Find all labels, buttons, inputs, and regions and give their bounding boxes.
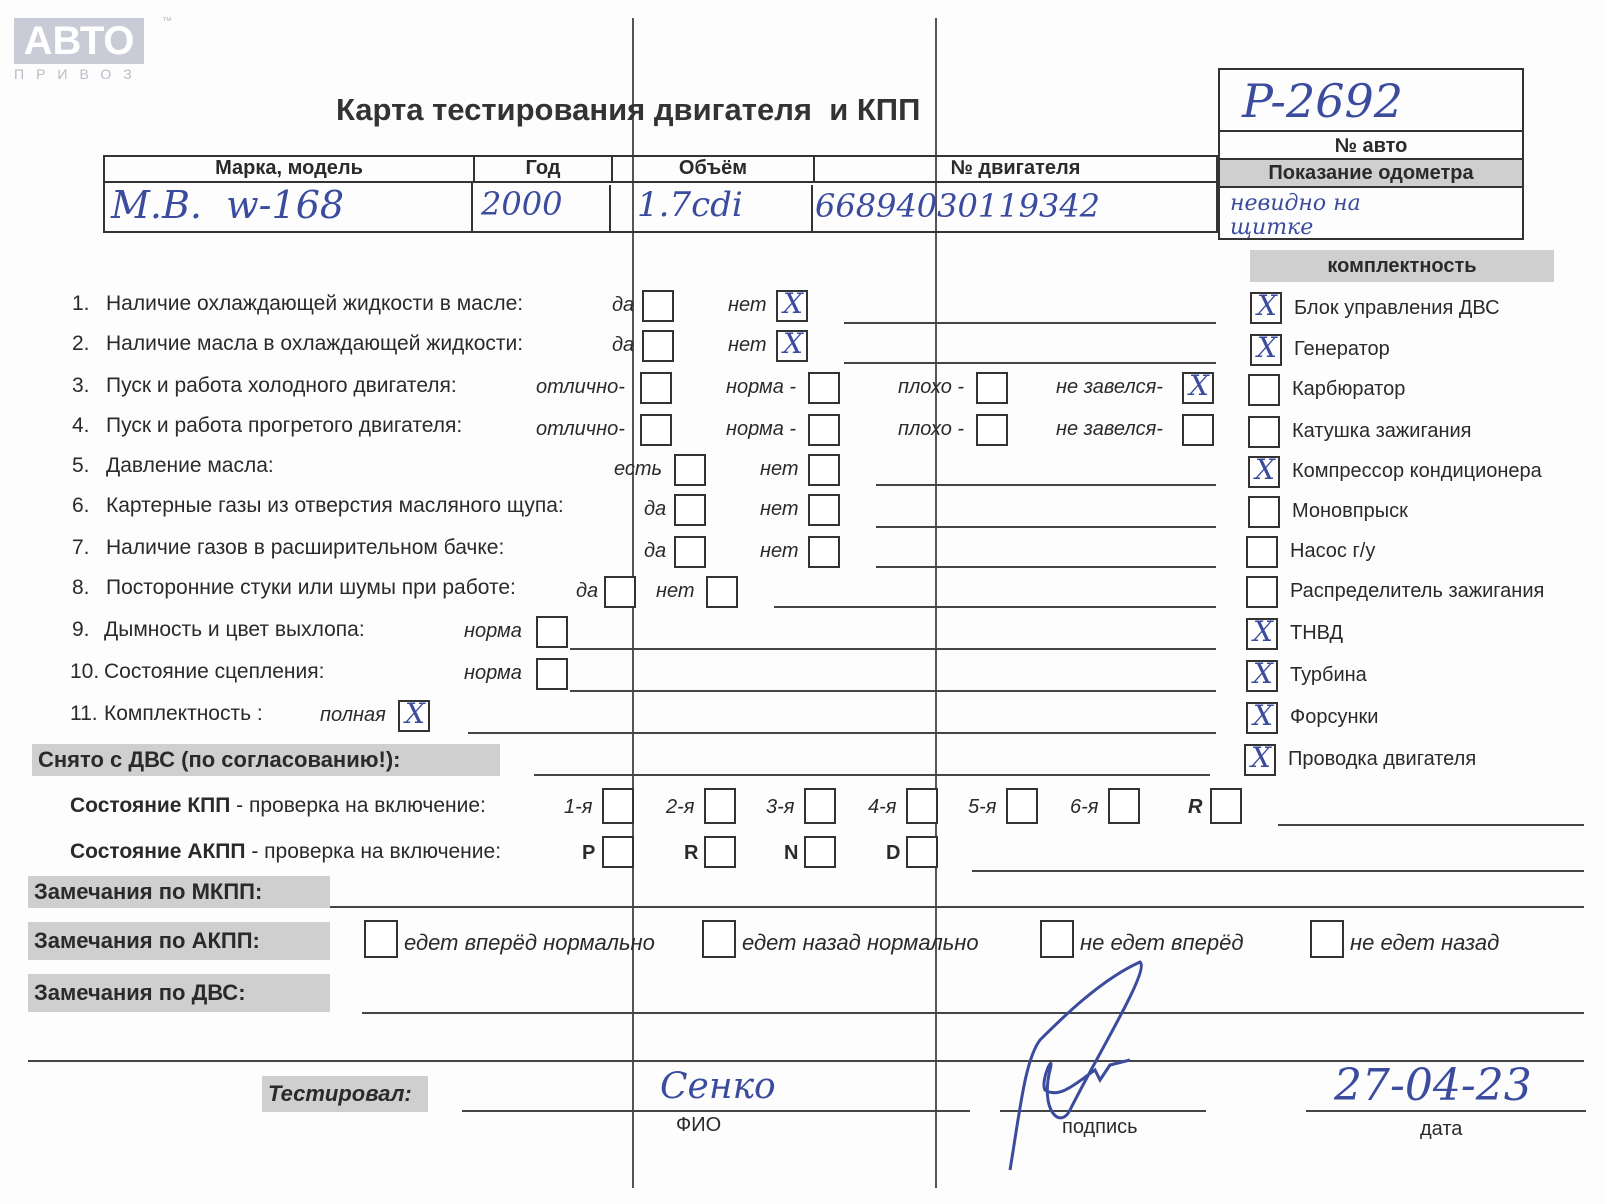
logo <box>14 16 172 82</box>
check-7-no-box[interactable] <box>808 536 840 568</box>
kpp-gear-6-box[interactable] <box>1108 788 1140 824</box>
check-2-num: 2. <box>72 332 90 355</box>
check-3-bad-box[interactable] <box>976 372 1008 404</box>
check-7-opt-yes: да <box>644 540 667 562</box>
check-3-opt-bad: плохо - <box>898 376 965 398</box>
date-label: дата <box>1420 1118 1463 1140</box>
fio-label: ФИО <box>676 1114 722 1136</box>
check-8-opt-yes: да <box>576 580 599 602</box>
kit-box-carburetor[interactable] <box>1248 374 1280 406</box>
check-8-num: 8. <box>72 576 90 599</box>
sign-label: подпись <box>1062 1116 1138 1138</box>
auto-number-box <box>1218 68 1524 160</box>
check-1-yes-box[interactable] <box>642 290 674 322</box>
kit-label-distributor: Распределитель зажигания <box>1290 580 1545 602</box>
notes-dvs-line <box>362 1012 1584 1014</box>
check-mark: X <box>1189 369 1209 402</box>
akpp-gear-p-box[interactable] <box>602 836 634 868</box>
check-9-num: 9. <box>72 618 90 641</box>
check-10-text: Состояние сцепления: <box>104 660 325 683</box>
notes-dvs-label: Замечания по ДВС: <box>28 974 330 1012</box>
kit-box-distributor[interactable] <box>1246 576 1278 608</box>
auto-number-label: № авто <box>1220 130 1522 160</box>
akpp-gear-p: P <box>582 842 596 864</box>
kpp-gear-2: 2-я <box>666 796 695 818</box>
kit-label-tnvd: ТНВД <box>1290 622 1344 644</box>
check-mark: X <box>405 697 425 730</box>
akpp-gear-n-box[interactable] <box>804 836 836 868</box>
akpp-no-forward-box[interactable] <box>1040 920 1074 958</box>
kit-label-ac-compressor: Компрессор кондиционера <box>1292 460 1542 482</box>
akpp-gear-r-box[interactable] <box>704 836 736 868</box>
kpp-gear-3-box[interactable] <box>804 788 836 824</box>
model-value: M.B. w-168 <box>111 183 473 231</box>
check-7-yes-box[interactable] <box>674 536 706 568</box>
check-6-no-box[interactable] <box>808 494 840 526</box>
akpp-forward-ok-label: едет вперёд нормально <box>404 930 655 955</box>
check-10-num: 10. <box>70 660 100 683</box>
kit-box-ps-pump[interactable] <box>1246 536 1278 568</box>
kpp-gear-4: 4-я <box>868 796 897 818</box>
check-mark: X <box>1255 453 1275 486</box>
check-1-opt-no: нет <box>728 294 767 316</box>
kit-label-generator: Генератор <box>1294 338 1390 360</box>
kit-box-ecu[interactable] <box>1250 289 1282 324</box>
kpp-gear-1-box[interactable] <box>602 788 634 824</box>
kit-label-ecu: Блок управления ДВС <box>1294 297 1500 319</box>
kit-box-coil[interactable] <box>1248 416 1280 448</box>
check-6-opt-yes: да <box>644 498 667 520</box>
akpp-forward-ok-box[interactable] <box>364 920 398 958</box>
logo-sub: ПРИВОЗ <box>14 66 144 82</box>
volume-value: 1.7cdi <box>613 185 813 231</box>
removed-line <box>534 774 1210 776</box>
vehicle-table <box>103 155 1218 233</box>
kit-label-coil: Катушка зажигания <box>1292 420 1472 442</box>
col-volume-header: Объём <box>613 157 815 183</box>
kpp-gear-6: 6-я <box>1070 796 1099 818</box>
check-10-opt-normal: норма <box>464 662 522 684</box>
kit-label-wiring: Проводка двигателя <box>1288 748 1477 770</box>
check-5-opt-no: нет <box>760 458 799 480</box>
check-3-excellent-box[interactable] <box>640 372 672 404</box>
kit-box-ac-compressor[interactable] <box>1248 453 1280 488</box>
akpp-gear-d-box[interactable] <box>906 836 938 868</box>
check-3-opt-excellent: отлично- <box>536 376 625 398</box>
check-4-opt-bad: плохо - <box>898 418 965 440</box>
kit-box-injectors[interactable] <box>1246 699 1278 734</box>
check-4-bad-box[interactable] <box>976 414 1008 446</box>
akpp-gear-n: N <box>784 842 799 864</box>
check-7-line <box>876 566 1216 568</box>
check-4-opt-nostart: не завелся- <box>1056 418 1163 440</box>
kpp-gear-4-box[interactable] <box>906 788 938 824</box>
akpp-gear-r: R <box>684 842 699 864</box>
check-5-no-box[interactable] <box>808 454 840 486</box>
page-title: Карта тестирования двигателя и КПП <box>336 92 921 127</box>
check-mark: X <box>1253 699 1273 732</box>
akpp-no-forward-label: не едет вперёд <box>1080 930 1244 955</box>
col-model-header: Марка, модель <box>105 157 475 183</box>
akpp-gear-d: D <box>886 842 901 864</box>
akpp-no-reverse-box[interactable] <box>1310 920 1344 958</box>
check-mark: X <box>1253 657 1273 690</box>
kit-label-injectors: Форсунки <box>1290 706 1379 728</box>
kpp-gear-5: 5-я <box>968 796 997 818</box>
kpp-line <box>1278 824 1584 826</box>
check-1-no-box[interactable] <box>776 287 808 322</box>
kit-box-tnvd[interactable] <box>1246 615 1278 650</box>
odometer-label: Показание одометра <box>1220 160 1522 188</box>
kit-label-turbine: Турбина <box>1290 664 1367 686</box>
check-1-opt-yes: да <box>612 294 635 316</box>
check-11-opt-full: полная <box>320 704 386 726</box>
akpp-label <box>70 840 501 864</box>
check-9-normal-box[interactable] <box>536 616 568 648</box>
kpp-label-bold: Состояние КПП <box>70 794 231 817</box>
check-7-text: Наличие газов в расширительном бачке: <box>106 536 505 559</box>
kpp-label-rest: - проверка на включение: <box>230 794 486 817</box>
check-1-num: 1. <box>72 292 90 315</box>
kit-box-turbine[interactable] <box>1246 657 1278 692</box>
auto-number-value: P-2692 <box>1242 74 1404 128</box>
kit-header: комплектность <box>1250 250 1554 282</box>
check-2-opt-yes: да <box>612 334 635 356</box>
check-5-yes-box[interactable] <box>674 454 706 486</box>
kpp-gear-r-box[interactable] <box>1210 788 1242 824</box>
check-4-excellent-box[interactable] <box>640 414 672 446</box>
check-8-text: Посторонние стуки или шумы при работе: <box>106 576 516 599</box>
fio-line <box>462 1110 970 1112</box>
kit-label-carburetor: Карбюратор <box>1292 378 1406 400</box>
check-4-opt-excellent: отлично- <box>536 418 625 440</box>
check-mark: X <box>1257 289 1277 322</box>
logo-main: АВТО <box>14 18 144 64</box>
odometer-value: невидно на щитке <box>1230 191 1361 240</box>
check-mark: X <box>783 327 803 360</box>
check-3-nostart-box[interactable] <box>1182 369 1214 404</box>
check-9-opt-normal: норма <box>464 620 522 642</box>
check-2-text: Наличие масла в охлаждающей жидкости: <box>106 332 524 355</box>
check-7-num: 7. <box>72 536 90 559</box>
check-11-num: 11. <box>70 702 98 725</box>
check-10-line <box>570 690 1216 692</box>
kpp-gear-1: 1-я <box>564 796 593 818</box>
check-5-text: Давление масла: <box>106 454 274 477</box>
check-5-line <box>876 484 1216 486</box>
tested-label: Тестировал: <box>262 1076 428 1112</box>
check-1-text: Наличие охлаждающей жидкости в масле: <box>106 292 524 315</box>
check-3-num: 3. <box>72 374 90 397</box>
check-4-nostart-box[interactable] <box>1182 414 1214 446</box>
check-8-opt-no: нет <box>656 580 695 602</box>
check-2-opt-no: нет <box>728 334 767 356</box>
check-3-text: Пуск и работа холодного двигателя: <box>106 374 457 397</box>
check-8-line <box>774 606 1216 608</box>
check-mark: X <box>1257 331 1277 364</box>
removed-label: Снято с ДВС (по согласованию!): <box>32 744 500 776</box>
check-8-no-box[interactable] <box>706 576 738 608</box>
odometer-box <box>1218 158 1524 240</box>
check-7-opt-no: нет <box>760 540 799 562</box>
check-6-num: 6. <box>72 494 90 517</box>
check-mark: X <box>783 287 803 320</box>
notes-akpp-label: Замечания по АКПП: <box>28 922 330 960</box>
akpp-label-rest: - проверка на включение: <box>245 840 502 863</box>
akpp-reverse-ok-label: едет назад нормально <box>742 930 979 955</box>
check-6-text: Картерные газы из отверстия масляного щупа: <box>106 494 564 517</box>
check-2-line <box>844 362 1216 364</box>
kpp-gear-r: R <box>1188 796 1203 818</box>
date-value: 27-04-23 <box>1334 1060 1532 1111</box>
check-4-num: 4. <box>72 414 90 437</box>
signature-image <box>1000 960 1200 1180</box>
notes-mkpp-label: Замечания по МКПП: <box>28 876 330 908</box>
kpp-gear-5-box[interactable] <box>1006 788 1038 824</box>
check-1-line <box>844 322 1216 324</box>
notes-mkpp-line <box>330 906 1584 908</box>
check-11-line <box>468 732 1216 734</box>
check-6-yes-box[interactable] <box>674 494 706 526</box>
logo-tm: ™ <box>162 16 172 27</box>
year-value: 2000 <box>475 185 611 231</box>
kpp-gear-3: 3-я <box>766 796 795 818</box>
kit-box-generator[interactable] <box>1250 331 1282 366</box>
check-6-opt-no: нет <box>760 498 799 520</box>
kpp-label <box>70 794 486 818</box>
check-3-opt-nostart: не завелся- <box>1056 376 1163 398</box>
check-3-opt-normal: норма - <box>726 376 797 398</box>
akpp-no-reverse-label: не едет назад <box>1350 930 1500 955</box>
akpp-line <box>972 870 1584 872</box>
check-2-no-box[interactable] <box>776 327 808 362</box>
check-5-opt-yes: есть <box>614 458 663 480</box>
check-5-num: 5. <box>72 454 90 477</box>
check-9-line <box>570 648 1216 650</box>
akpp-label-bold: Состояние АКПП <box>70 840 246 863</box>
engine-number-value: 66894030119342 <box>815 187 1101 225</box>
check-10-normal-box[interactable] <box>536 658 568 690</box>
akpp-reverse-ok-box[interactable] <box>702 920 736 958</box>
check-3-normal-box[interactable] <box>808 372 840 404</box>
check-11-text: Комплектность : <box>104 702 263 725</box>
check-4-text: Пуск и работа прогретого двигателя: <box>106 414 463 437</box>
check-mark: X <box>1251 741 1271 774</box>
kit-label-mono-injection: Моновпрыск <box>1292 500 1408 522</box>
check-8-yes-box[interactable] <box>604 576 636 608</box>
check-11-full-box[interactable] <box>398 697 430 732</box>
kit-box-wiring[interactable] <box>1244 741 1276 776</box>
check-9-text: Дымность и цвет выхлопа: <box>104 618 365 641</box>
check-2-yes-box[interactable] <box>642 330 674 362</box>
kit-label-ps-pump: Насос г/у <box>1290 540 1376 562</box>
check-6-line <box>876 526 1216 528</box>
kit-box-mono-injection[interactable] <box>1248 496 1280 528</box>
col-year-header: Год <box>475 157 613 183</box>
tester-name: Сенко <box>660 1066 776 1107</box>
check-4-normal-box[interactable] <box>808 414 840 446</box>
col-engine-header: № двигателя <box>815 157 1216 183</box>
check-4-opt-normal: норма - <box>726 418 797 440</box>
check-mark: X <box>1253 615 1273 648</box>
kpp-gear-2-box[interactable] <box>704 788 736 824</box>
